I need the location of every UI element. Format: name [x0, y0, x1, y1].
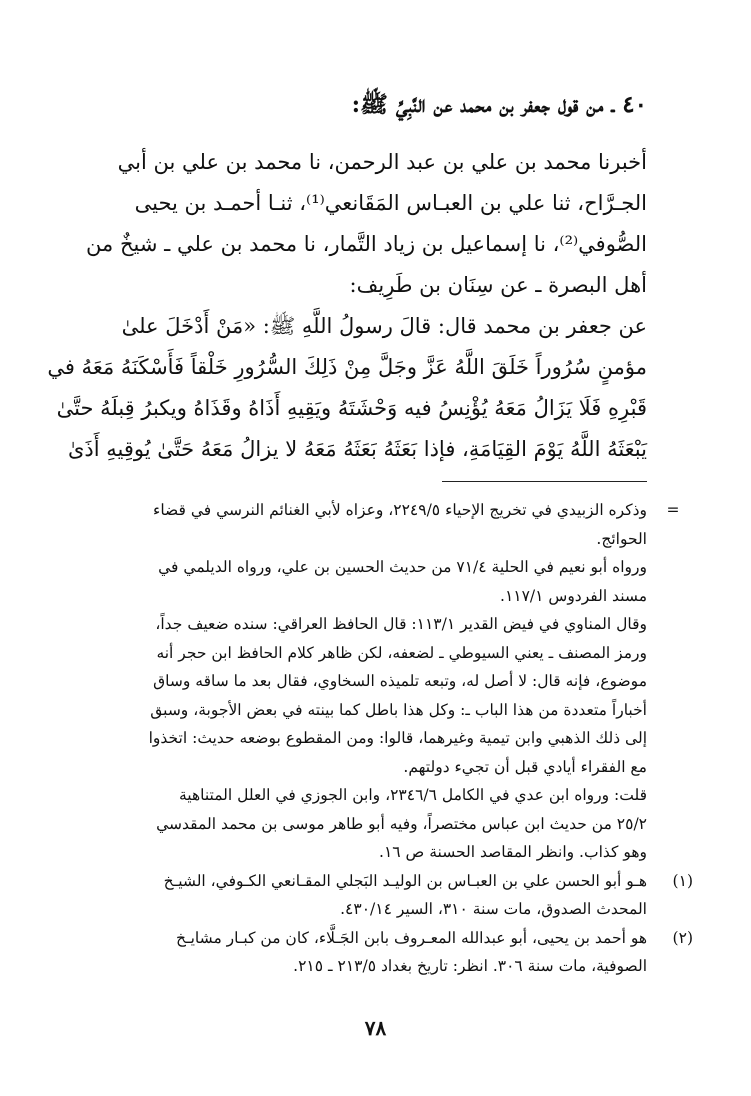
text-line: يَبْعَثَهُ اللَّهُ يَوْمَ القِيَامَةِ، فإذا بَعَثَهُ بَعَثَهُ مَعَهُ لا يزالُ مَعَهُ حَتَّىٰ يُوقِيهِ أَذَىٰ	[67, 437, 647, 461]
footnote-number: (١)	[672, 871, 693, 890]
footnote-line: قلت: ورواه ابن عدي في الكامل ٢٣٤٦/٦، وابن الجوزي في العلل المتناهية	[178, 786, 647, 804]
hadith-paragraph	[47, 306, 647, 470]
footnote-line: الحوائج.	[596, 529, 647, 548]
footnotes-section	[96, 496, 693, 981]
footnote-number: (٢)	[672, 928, 693, 947]
text-line: قَبْرِهِ فَلَا يَزَالُ مَعَهُ يُؤْنِسُ فيه وَحْشَتَهُ ويَقِيهِ أَذَاهُ وقَذَاهُ ويكبرُ قِبلَهُ حتَّىٰ	[56, 396, 647, 420]
text-line: مؤمنٍ سُرُوراً خَلَقَ اللَّهُ عَزَّ وجَلَّ مِنْ ذَلِكَ السُّرُورِ خَلْقاً فَأَسْكَنَهُ مَعَهُ في	[47, 355, 647, 379]
footnote-line: مع الفقراء أيادي قبل أن تجيء دولتهم.	[403, 757, 647, 776]
footnote-line: هـو أبو الحسن علي بن العبـاس بن الوليـد البَجلي المقـانعي الكـوفي، الشيـخ	[163, 871, 647, 890]
footnote-line: الصوفية، مات سنة ٣٠٦. انظر: تاريخ بغداد ٢١٣/٥ ـ ٢١٥.	[293, 957, 647, 975]
text-line: أخبرنا محمد بن علي بن عبد الرحمن، نا محمد بن علي بن أبي	[117, 150, 647, 174]
footnote-line: ورواه أبو نعيم في الحلية ٧١/٤ من حديث الحسين بن علي، ورواه الديلمي في	[158, 558, 647, 576]
footnote-line: موضوع، فإنه قال: لا أصل له، وتبعه تلميذه السخاوي، فقال بعد ما ساقه وساق	[153, 672, 647, 690]
footnote-line: مسند الفردوس ١١٧/١.	[500, 586, 647, 605]
footnote-line: المحدث الصدوق، مات سنة ٣١٠، السير ٤٣٠/١٤.	[340, 900, 647, 918]
footnote-continuation	[96, 496, 680, 867]
footnote-line: وقال المناوي في فيض القدير ١١٣/١: قال الحافظ العراقي: سنده ضعيف جداً،	[155, 615, 647, 633]
footnote-line: هو أحمد بن يحيى، أبو عبدالله المعـروف بابن الجَـلَّاء، كان من كبـار مشايـخ	[176, 928, 647, 947]
text-line: عن جعفر بن محمد قال: قالَ رسولُ اللَّهِ ﷺ: «مَنْ أَدْخَلَ علىٰ	[121, 314, 647, 338]
text-line: الصُّوفي⁽²⁾، نا إسماعيل بن زياد التَّمار، نا محمد بن علي ـ شيخٌ من	[86, 232, 647, 256]
section-heading: ٤٠ ـ من قول جعفر بن محمد عن النَّبِيِّ ﷺ:	[351, 91, 647, 118]
page-number: ٧٨	[364, 1016, 387, 1040]
footnote-line: إلى ذلك الذهبي وابن تيمية وغيرهما، قالوا: ومن المقطوع بوضعه حديث: اتخذوا	[148, 729, 647, 747]
footnote-line: وذكره الزبيدي في تخريج الإحياء ٢٢٤٩/٥، وعزاه لأبي الغنائم النرسي في قضاء	[153, 501, 647, 519]
footnote-line: ٢٥/٢ من حديث ابن عباس مختصراً، وفيه أبو طاهر موسى بن محمد المقدسي	[156, 814, 647, 833]
continuation-marker: =	[666, 501, 680, 519]
footnote-line: أخباراً متعددة من هذا الباب ـ: وكل هذا باطل كما بينته في بعض الأجوبة، وسبق	[150, 700, 647, 719]
footnote-line: ورمز المصنف ـ يعني السيوطي ـ لضعفه، لكن ظاهر كلام الحافظ ابن حجر أنه	[156, 643, 647, 662]
text-line: أهل البصرة ـ عن سِنَان بن طَرِيف:	[349, 273, 647, 297]
footnote-2	[96, 924, 693, 981]
footnote-1	[96, 867, 693, 924]
footnote-line: وهو كذاب. وانظر المقاصد الحسنة ص ١٦.	[379, 843, 647, 861]
text-line: الجـرَّاح، ثنا علي بن العبـاس المَقَانعي⁽¹⁾، ثنـا أحمـد بن يحيى	[134, 191, 647, 215]
footnote-separator	[442, 481, 647, 482]
isnad-paragraph	[86, 142, 647, 306]
